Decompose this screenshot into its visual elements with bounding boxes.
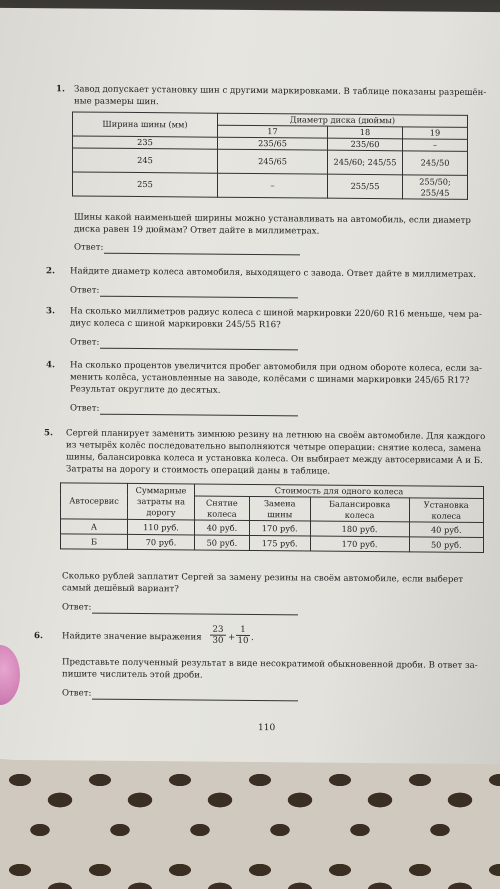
problem-5-text-line4: Затраты на дорогу и стоимость операций даны в таблице. xyxy=(66,464,331,477)
textbook-page xyxy=(0,8,500,764)
problem-1-text-line2: ные размеры шин. xyxy=(74,96,159,108)
problem-1-number: 1. xyxy=(56,84,65,95)
op-header-line: Замена xyxy=(263,497,296,508)
table-cell: 245 xyxy=(73,148,218,173)
road-cost-header xyxy=(128,483,195,520)
op-header-line: шины xyxy=(267,508,293,519)
road-cost-header-line: Суммарные xyxy=(135,485,187,496)
op-header-replace xyxy=(249,496,310,521)
table-cell: 255 xyxy=(73,172,218,197)
table-cell: 235 xyxy=(73,136,218,149)
table-cell: 40 руб. xyxy=(409,522,484,538)
problem-5-text-line1: Сергей планирует заменить зимнюю резину на летнюю на своём автомобиле. Для каждого xyxy=(66,428,486,443)
car-service-table xyxy=(60,482,484,553)
table-cell: 255/55 xyxy=(328,174,403,199)
problem-1-answer-label: Ответ: xyxy=(74,242,104,253)
problem-3-text-line2: диус колеса с шиной маркировки 245/55 R16? xyxy=(70,318,281,331)
table-cell: 245/65 xyxy=(218,149,328,174)
service-header: Автосервис xyxy=(61,483,128,520)
problem-3-text-line1: На сколько миллиметров радиус колеса с шиной маркировки 220/60 R16 меньше, чем ра- xyxy=(70,306,482,321)
problem-1-text-line1: Завод допускает установку шин с другими маркировками. В таблице показаны разрешён- xyxy=(74,84,487,99)
table-cell: 245/60; 245/55 xyxy=(328,150,403,175)
op-header-line: колеса xyxy=(431,510,462,521)
background-fabric xyxy=(0,760,500,889)
problem-2-answer-label: Ответ: xyxy=(70,285,100,296)
table-cell: – xyxy=(218,173,328,198)
problem-1-question-line2: диска равен 19 дюймам? Ответ дайте в миллиметрах. xyxy=(74,224,320,237)
problem-5-answer-line[interactable] xyxy=(92,613,298,616)
table-cell: 255/50; 255/45 xyxy=(403,175,468,200)
op-header-line: Балансировка xyxy=(328,498,391,509)
road-cost-header-line: затраты на xyxy=(137,496,185,507)
problem-6-answer-line[interactable] xyxy=(92,699,298,702)
op-header-install xyxy=(409,498,484,523)
page-number: 110 xyxy=(258,723,276,734)
problem-2-answer-line[interactable] xyxy=(100,296,298,299)
problem-3-answer-label: Ответ: xyxy=(70,337,100,348)
problem-4-text-line1: На сколько процентов увеличится пробег автомобиля при одном обороте колеса, если за- xyxy=(70,360,483,375)
table-cell: 175 руб. xyxy=(249,535,310,551)
op-header-line: Установка xyxy=(423,499,469,510)
fraction-2-denominator: 10 xyxy=(237,635,249,646)
problem-5-text-line2: из четырёх колёс последовательно выполняются четыре операции: снятие колеса, замена xyxy=(66,440,482,455)
op-header-removal xyxy=(195,496,250,520)
table-cell: 245/50 xyxy=(403,151,468,176)
table-cell: Б xyxy=(61,534,128,550)
problem-5-question-line2: самый дешёвый вариант? xyxy=(62,583,179,595)
problem-4-answer-line[interactable] xyxy=(100,414,298,417)
fraction-2-numerator: 1 xyxy=(236,625,250,636)
problem-5-text-line3: шины, балансировка колеса и установка колеса. Он выбирает между автосервисами А и Б. xyxy=(66,452,483,467)
op-header-balance xyxy=(310,497,409,522)
problem-1-answer-line[interactable] xyxy=(104,253,300,256)
diam-17: 17 xyxy=(218,125,328,138)
problem-3-number: 3. xyxy=(46,306,55,317)
diam-18: 18 xyxy=(328,126,403,139)
table-cell: 50 руб. xyxy=(195,535,250,550)
table-cell: – xyxy=(403,139,468,152)
table-row xyxy=(61,534,484,553)
op-header-line: Снятие xyxy=(206,497,238,508)
table-row xyxy=(73,172,468,199)
problem-5-number: 5. xyxy=(44,428,53,439)
table-cell: 70 руб. xyxy=(128,534,195,550)
table-cell: 170 руб. xyxy=(249,520,310,536)
table-cell: 235/60 xyxy=(328,138,403,151)
problem-5-answer-label: Ответ: xyxy=(62,602,92,613)
tire-width-header: Ширина шины (мм) xyxy=(73,112,218,137)
fraction-1 xyxy=(210,625,226,646)
problem-4-number: 4. xyxy=(46,360,55,371)
problem-6-answer-label: Ответ: xyxy=(62,688,92,699)
table-cell: 40 руб. xyxy=(195,520,250,535)
plus-sign: + xyxy=(228,632,236,643)
tire-size-table xyxy=(72,111,468,199)
op-header-line: колеса xyxy=(344,509,375,520)
problem-6-number: 6. xyxy=(34,631,43,642)
problem-2-text: Найдите диаметр колеса автомобиля, выходящего с завода. Ответ дайте в миллиметрах. xyxy=(70,266,477,280)
problem-4-text-line2: менить колёса, установленные на заводе, колёсами с шинами маркировки 245/65 R17? xyxy=(70,372,470,386)
problem-4-text-line3: Результат округлите до десятых. xyxy=(70,384,221,396)
problem-2-number: 2. xyxy=(46,266,55,277)
table-cell: 235/65 xyxy=(218,137,328,150)
table-cell: А xyxy=(61,519,128,535)
table-cell: 180 руб. xyxy=(310,521,409,537)
problem-4-answer-label: Ответ: xyxy=(70,403,100,414)
disk-diameter-header: Диаметр диска (дюймы) xyxy=(218,113,468,127)
table-row xyxy=(73,148,468,175)
diam-19: 19 xyxy=(403,127,468,140)
period: . xyxy=(251,633,254,644)
wheel-cost-header: Стоимость для одного колеса xyxy=(195,484,484,499)
problem-1-question-line1: Шины какой наименьшей ширины можно устанавливать на автомобиль, если диаметр xyxy=(74,212,471,226)
fraction-1-denominator: 30 xyxy=(212,635,224,646)
table-cell: 170 руб. xyxy=(310,536,409,552)
problem-6-question-line1: Представьте полученный результат в виде несократимой обыкновенной дроби. В ответ за- xyxy=(62,657,478,671)
problem-5-question-line1: Сколько рублей заплатит Сергей за замену резины на своём автомобиле, если выберет xyxy=(62,571,464,585)
fraction-1-numerator: 23 xyxy=(210,625,226,636)
table-cell: 110 руб. xyxy=(128,519,195,535)
problem-3-answer-line[interactable] xyxy=(100,348,298,351)
problem-6-text: Найдите значение выражения xyxy=(62,631,202,643)
fraction-2 xyxy=(236,625,250,646)
table-cell: 50 руб. xyxy=(409,537,484,553)
problem-6-question-line2: пишите числитель этой дроби. xyxy=(62,669,203,681)
op-header-line: колеса xyxy=(207,508,237,519)
road-cost-header-line: дорогу xyxy=(146,507,176,518)
